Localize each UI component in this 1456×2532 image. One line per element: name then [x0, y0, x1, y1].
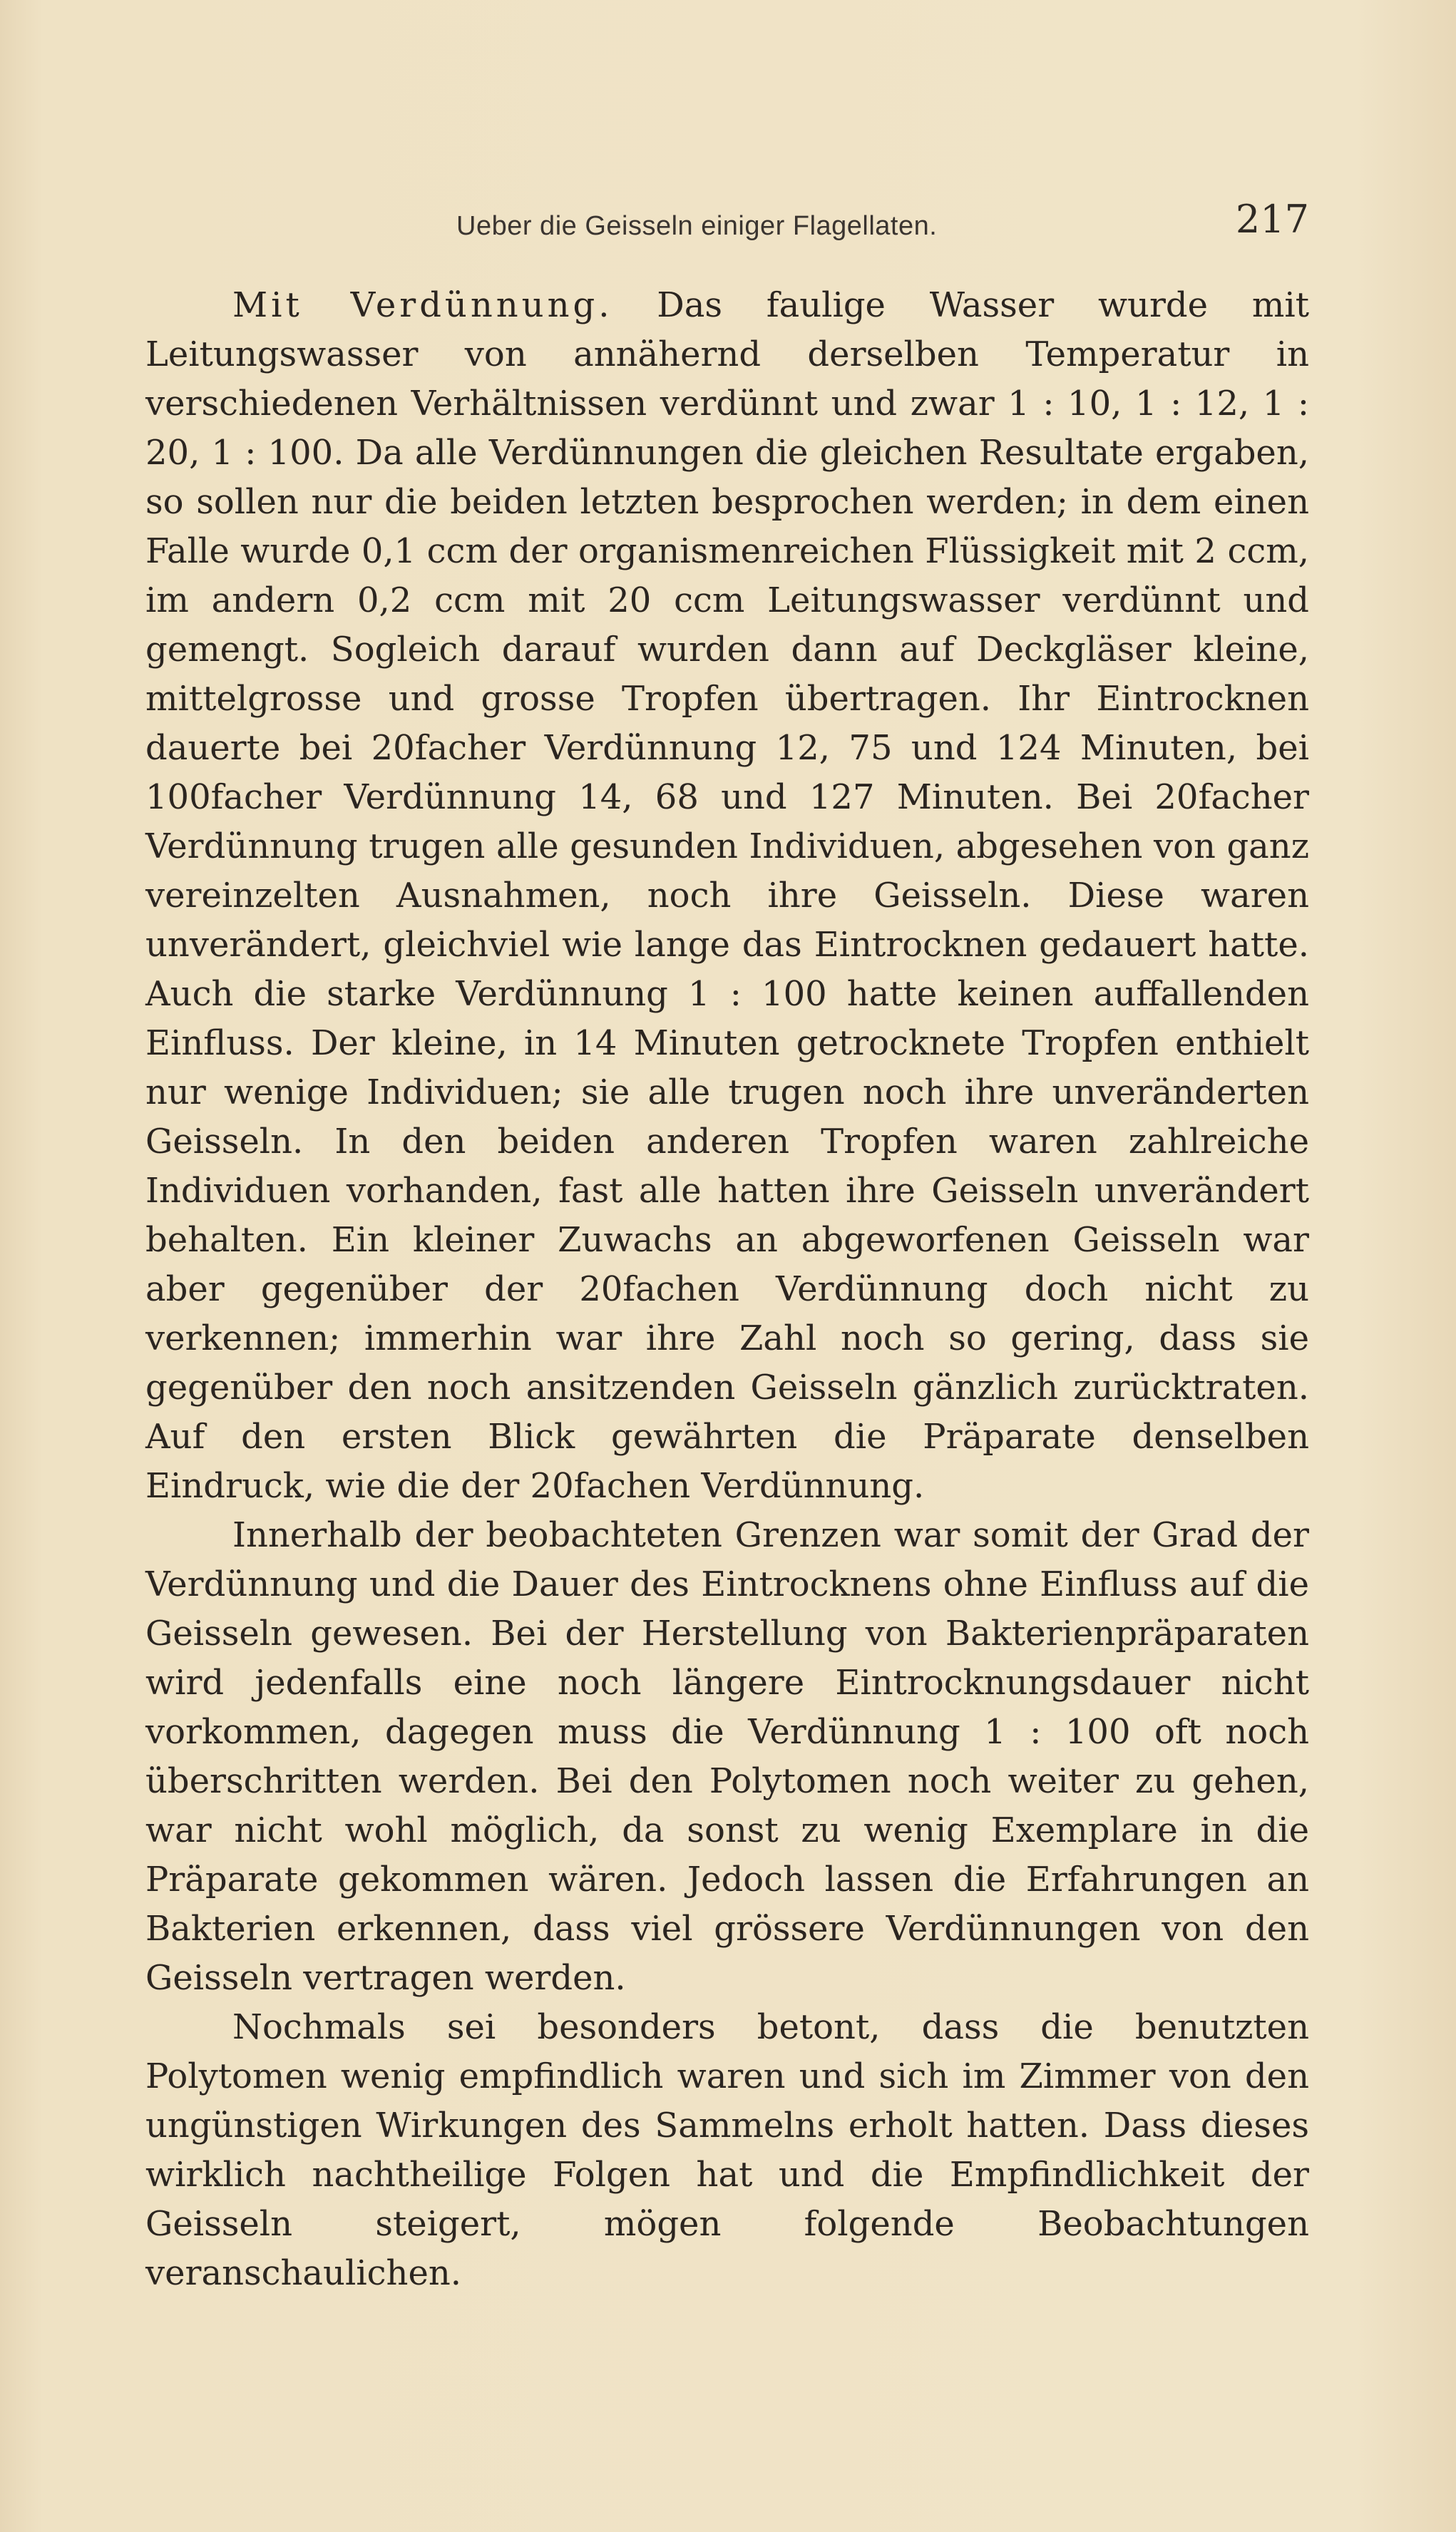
page-header: [145, 197, 1309, 254]
section-lead: Mit Verdünnung.: [232, 285, 613, 325]
paragraph-1: [145, 281, 1309, 1511]
running-title: Ueber die Geisseln einiger Flagellaten.: [456, 211, 938, 241]
page-number: 217: [1235, 197, 1309, 242]
paragraph-2: [145, 1511, 1309, 2003]
paragraph-3: [145, 2003, 1309, 2298]
body-text: [145, 281, 1309, 2298]
paragraph-2-text: Innerhalb der beobachteten Grenzen war somit der Grad der Verdünnung und die Dauer des Eintrocknens ohne Einfluss auf die Geisseln gewesen. Bei der Herstellung von Bakterienpräparaten wird jedenfalls eine noch längere Eintrocknungsdauer nicht vorkommen, dagegen muss die Verdünnung 1 : 100 oft noch überschritten werden. Bei den Polytomen noch weiter zu gehen, war nicht wohl möglich, da sonst zu wenig Exemplare in die Präparate gekommen wären. Jedoch lassen die Erfahrungen an Bakterien erkennen, dass viel grössere Verdünnungen von den Geisseln vertragen werden.: [145, 1515, 1309, 1998]
paragraph-3-text: Nochmals sei besonders betont, dass die benutzten Polytomen wenig empfindlich waren und sich im Zimmer von den ungünstigen Wirkungen des Sammelns erholt hatten. Dass dieses wirklich nachtheilige Folgen hat und die Empfindlichkeit der Geisseln steigert, mögen folgende Beobachtungen veranschaulichen.: [145, 2007, 1309, 2293]
paragraph-1-text: Das faulige Wasser wurde mit Leitungswasser von annähernd derselben Temperatur in verschiedenen Verhältnissen verdünnt und zwar 1 : 10, 1 : 12, 1 : 20, 1 : 100. Da alle Verdünnungen die gleichen Resultate ergaben, so sollen nur die beiden letzten besprochen werden; in dem einen Falle wurde 0,1 ccm der organismenreichen Flüssigkeit mit 2 ccm, im andern 0,2 ccm mit 20 ccm Leitungswasser verdünnt und gemengt. Sogleich darauf wurden dann auf Deckgläser kleine, mittelgrosse und grosse Tropfen übertragen. Ihr Eintrocknen dauerte bei 20facher Verdünnung 12, 75 und 124 Minuten, bei 100facher Verdünnung 14, 68 und 127 Minuten. Bei 20facher Verdünnung trugen alle gesunden Individuen, abgesehen von ganz vereinzelten Ausnahmen, noch ihre Geisseln. Diese waren unverändert, gleichviel wie lange das Eintrocknen gedauert hatte. Auch die starke Verdünnung 1 : 100 hatte keinen auffallenden Einfluss. Der kleine, in 14 Minuten getrocknete Tropfen enthielt nur wenige Individuen; sie alle trugen noch ihre unveränderten Geisseln. In den beiden anderen Tropfen waren zahlreiche Individuen vorhanden, fast alle hatten ihre Geisseln unverändert behalten. Ein kleiner Zuwachs an abgeworfenen Geisseln war aber gegenüber der 20fachen Verdünnung doch nicht zu verkennen; immerhin war ihre Zahl noch so gering, dass sie gegenüber den noch ansitzenden Geisseln gänzlich zurücktraten. Auf den ersten Blick gewährten die Präparate denselben Eindruck, wie die der 20fachen Verdünnung.: [145, 285, 1309, 1506]
